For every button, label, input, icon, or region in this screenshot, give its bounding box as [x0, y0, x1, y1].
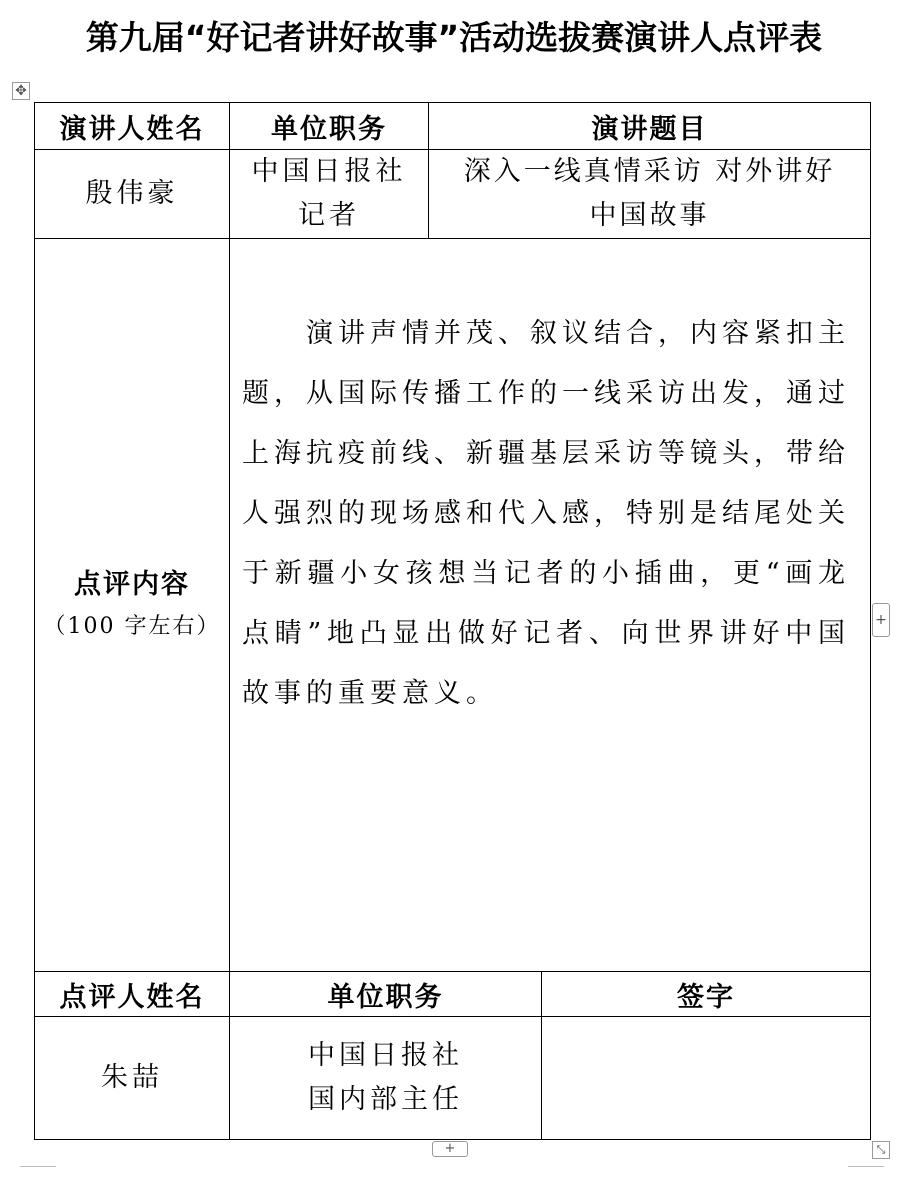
table-move-handle-icon[interactable]: ✥	[12, 82, 30, 100]
comment-text: 演讲声情并茂、叙议结合，内容紧扣主题，从国际传播工作的一线采访出发，通过上海抗疫前线、新疆基层采访等镜头，带给人强烈的现场感和代入感，特别是结尾处关于新疆小女孩想当记者的小插曲，更“画龙点睛”地凸显出做好记者、向世界讲好中国故事的重要意义。	[242, 318, 850, 709]
reviewer-unit-line2: 国内部主任	[308, 1084, 463, 1115]
speaker-name: 殷伟豪	[85, 178, 179, 209]
header-speaker-unit-text: 单位职务	[271, 113, 387, 145]
add-row-plus-icon[interactable]: +	[432, 1141, 468, 1157]
speech-topic-cell[interactable]	[428, 149, 871, 239]
header-reviewer-unit	[229, 971, 542, 1017]
speech-topic-line2: 中国故事	[589, 200, 710, 231]
document-title: 第九届“好记者讲好故事”活动选拔赛演讲人点评表	[85, 18, 823, 57]
header-speaker-name-text: 演讲人姓名	[59, 113, 205, 145]
speaker-name-cell[interactable]	[34, 149, 230, 239]
header-signature-text: 签字	[677, 981, 735, 1013]
header-speaker-unit	[229, 102, 429, 150]
signature-cell[interactable]	[541, 1016, 871, 1140]
header-speaker-name	[34, 102, 230, 150]
page-corner-mark-right	[848, 1166, 884, 1167]
speech-topic-line1: 深入一线真情采访 对外讲好	[463, 156, 836, 187]
reviewer-unit-line1: 中国日报社	[308, 1040, 463, 1071]
table-resize-icon[interactable]: ⤡	[872, 1141, 890, 1159]
speaker-unit-line1: 中国日报社	[251, 156, 407, 187]
reviewer-name-cell[interactable]	[34, 1016, 230, 1140]
reviewer-unit-cell[interactable]	[229, 1016, 542, 1140]
speaker-unit-line2: 记者	[298, 200, 360, 231]
header-speech-topic	[428, 102, 871, 150]
header-reviewer-unit-text: 单位职务	[327, 981, 444, 1013]
reviewer-name: 朱喆	[101, 1062, 163, 1093]
header-reviewer-name	[34, 971, 230, 1017]
header-signature	[541, 971, 871, 1017]
speaker-unit-cell[interactable]	[229, 149, 429, 239]
comment-label: 点评内容	[74, 569, 190, 600]
comment-label-cell	[34, 238, 230, 972]
add-column-plus-icon[interactable]: +	[872, 603, 890, 637]
comment-sublabel: （100 字左右）	[43, 614, 221, 639]
page-corner-mark-left	[20, 1166, 56, 1167]
header-reviewer-name-text: 点评人姓名	[59, 981, 205, 1013]
header-speech-topic-text: 演讲题目	[591, 113, 708, 145]
